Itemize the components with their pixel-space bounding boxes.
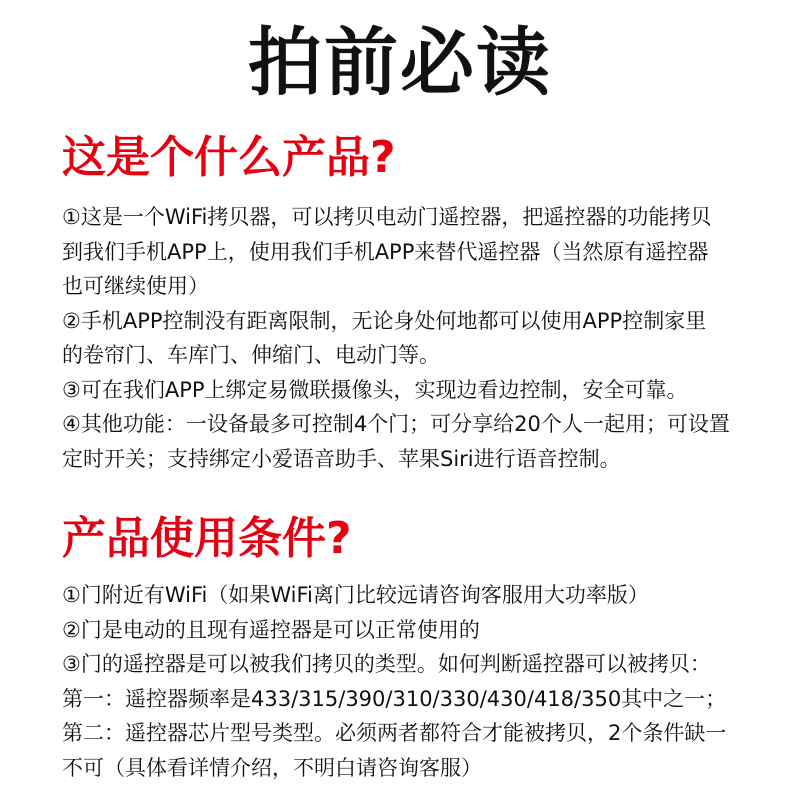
text-line: 的卷帘门、车库门、伸缩门、电动门等。 [62,343,440,367]
page-title: 拍前必读 [248,20,552,106]
text-line: 不可（具体看详情介绍，不明白请咨询客服） [62,755,482,780]
section-body-usage-conditions [62,578,752,785]
text-line: 第一：遥控器频率是433/315/390/310/330/430/418/350其中之一； [62,686,727,711]
text-line: 也可继续使用） [62,274,209,298]
section-heading-usage-conditions: 产品使用条件? [62,513,352,564]
text-line: ①门附近有WiFi（如果WiFi离门比较远请咨询客服用大功率版） [62,583,649,607]
text-line: ③门的遥控器是可以被我们拷贝的类型。如何判断遥控器可以被拷贝： [62,652,711,676]
text-line: ②门是电动的且现有遥控器是可以正常使用的 [62,617,480,642]
section-heading-what-is-product: 这是个什么产品? [62,132,396,183]
text-line: 定时开关；支持绑定小爱语音助手、苹果Siri进行语音控制。 [62,446,621,471]
text-line: ④其他功能：一设备最多可控制4个门；可分享给20个人一起用；可设置 [62,412,730,436]
section-body-product-description [62,200,752,476]
text-line: ③可在我们APP上绑定易微联摄像头，实现边看边控制，安全可靠。 [62,377,688,402]
text-line: ①这是一个WiFi拷贝器，可以拷贝电动门遥控器，把遥控器的功能拷贝 [62,205,712,229]
text-line: 到我们手机APP上，使用我们手机APP来替代遥控器（当然原有遥控器 [62,239,709,264]
text-line: ②手机APP控制没有距离限制，无论身处何地都可以使用APP控制家里 [62,308,707,333]
text-line: 第二：遥控器芯片型号类型。必须两者都符合才能被拷贝，2个条件缺一 [62,721,727,745]
